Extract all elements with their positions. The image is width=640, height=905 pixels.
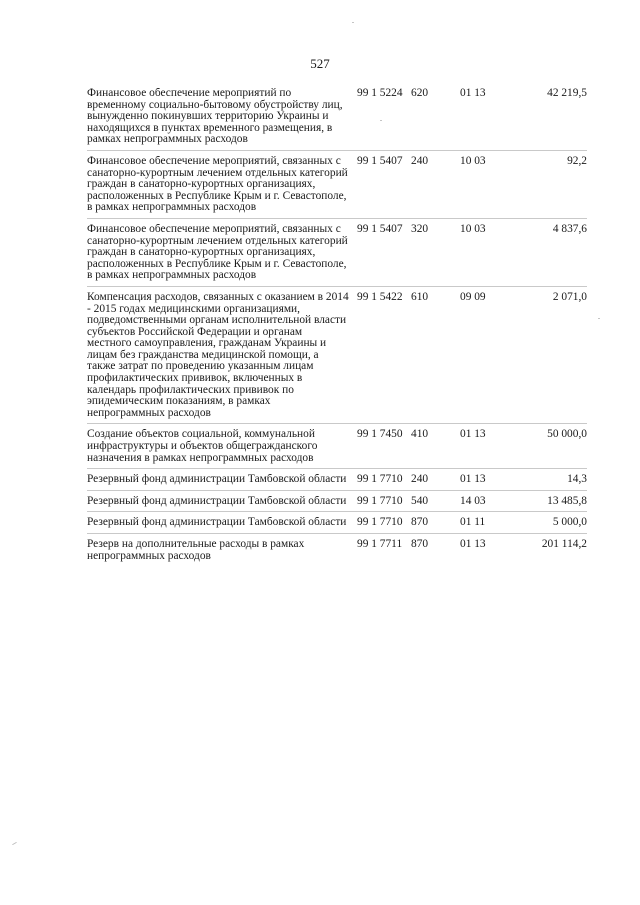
table-row bbox=[87, 88, 587, 146]
scan-speck bbox=[12, 842, 17, 845]
row-description: Резервный фонд администрации Тамбовской области bbox=[87, 517, 347, 529]
table-row bbox=[87, 468, 587, 486]
row-amount: 42 219,5 bbox=[547, 88, 587, 99]
row-section-code: 01 13 bbox=[460, 474, 486, 486]
row-amount: 92,2 bbox=[567, 155, 587, 167]
row-section-code: 14 03 bbox=[460, 495, 486, 507]
row-section-code: 01 11 bbox=[460, 517, 486, 529]
row-description: Резервный фонд администрации Тамбовской области bbox=[87, 495, 347, 507]
row-section-code: 09 09 bbox=[460, 291, 486, 303]
row-amount: 201 114,2 bbox=[541, 539, 587, 550]
row-section-code: 01 13 bbox=[460, 88, 486, 99]
table-row bbox=[87, 533, 587, 562]
row-section-code: 10 03 bbox=[460, 155, 486, 167]
row-expense-type-code: 240 bbox=[411, 155, 429, 167]
row-target-article-code: 99 1 7711 bbox=[357, 539, 403, 550]
row-section-code: 10 03 bbox=[460, 223, 486, 235]
row-amount: 14,3 bbox=[567, 474, 587, 486]
table-row bbox=[87, 286, 587, 420]
row-expense-type-code: 410 bbox=[411, 429, 429, 441]
row-expense-type-code: 320 bbox=[411, 223, 429, 235]
row-target-article-code: 99 1 7710 bbox=[357, 495, 403, 507]
row-description: Создание объектов социальной, коммунальной инфраструктуры и объектов общегражданского назначения в рамках непрограммных расходов bbox=[87, 429, 318, 464]
row-expense-type-code: 540 bbox=[411, 495, 429, 507]
row-amount: 5 000,0 bbox=[552, 517, 587, 529]
row-amount: 13 485,8 bbox=[547, 495, 587, 507]
row-target-article-code: 99 1 5407 bbox=[357, 155, 403, 167]
row-expense-type-code: 240 bbox=[411, 474, 429, 486]
row-amount: 4 837,6 bbox=[552, 223, 587, 235]
row-target-article-code: 99 1 5224 bbox=[357, 88, 403, 99]
row-description: Финансовое обеспечение мероприятий, связанных с санаторно-курортным лечением отдельных категорий граждан в санаторно-курортных организациях, расположенных в Республике Крым и г. Севастополе, в рамках непрограммных расходов bbox=[87, 223, 348, 282]
row-expense-type-code: 610 bbox=[411, 291, 429, 303]
row-description: Компенсация расходов, связанных с оказанием в 2014 - 2015 годах медицинскими организациями, подведомственными органам исполнительной власти субъектов Российской Федерации и органам местного самоуправления, гражданам Украины и лицам без гражданства медицинской помощи, а также затрат по проведению указанным лицам профилактических прививок, включенных в календарь профилактических прививок по эпидемическим показаниям, в рамках непрограммных расходов bbox=[87, 291, 349, 419]
budget-table bbox=[87, 88, 587, 562]
row-amount: 2 071,0 bbox=[552, 291, 587, 303]
row-section-code: 01 13 bbox=[460, 539, 486, 550]
row-target-article-code: 99 1 7710 bbox=[357, 474, 403, 486]
row-expense-type-code: 870 bbox=[411, 539, 429, 550]
row-description: Финансовое обеспечение мероприятий, связанных с санаторно-курортным лечением отдельных категорий граждан в санаторно-курортных организациях, расположенных в Республике Крым и г. Севастополе, в рамках непрограммных расходов bbox=[87, 155, 348, 214]
row-description: Финансовое обеспечение мероприятий по временному социально-бытовому обустройству лиц, вынужденно покинувших территорию Украины и находящихся в пунктах временного размещения, в рамках непрограммных расходов bbox=[87, 88, 343, 146]
scan-speck bbox=[380, 120, 382, 121]
row-description: Резервный фонд администрации Тамбовской области bbox=[87, 474, 347, 486]
row-description: Резерв на дополнительные расходы в рамках непрограммных расходов bbox=[87, 539, 305, 562]
table-row bbox=[87, 511, 587, 529]
row-expense-type-code: 620 bbox=[411, 88, 429, 99]
table-row bbox=[87, 150, 587, 214]
table-row bbox=[87, 490, 587, 508]
row-expense-type-code: 870 bbox=[411, 517, 429, 529]
row-target-article-code: 99 1 5407 bbox=[357, 223, 403, 235]
scan-speck bbox=[352, 22, 354, 23]
scan-speck bbox=[598, 318, 600, 319]
table-row bbox=[87, 423, 587, 464]
row-target-article-code: 99 1 5422 bbox=[357, 291, 403, 303]
page-number: 527 bbox=[310, 56, 330, 71]
row-target-article-code: 99 1 7710 bbox=[357, 517, 403, 529]
table-row bbox=[87, 218, 587, 282]
row-section-code: 01 13 bbox=[460, 429, 486, 441]
row-target-article-code: 99 1 7450 bbox=[357, 429, 403, 441]
row-amount: 50 000,0 bbox=[547, 429, 587, 441]
